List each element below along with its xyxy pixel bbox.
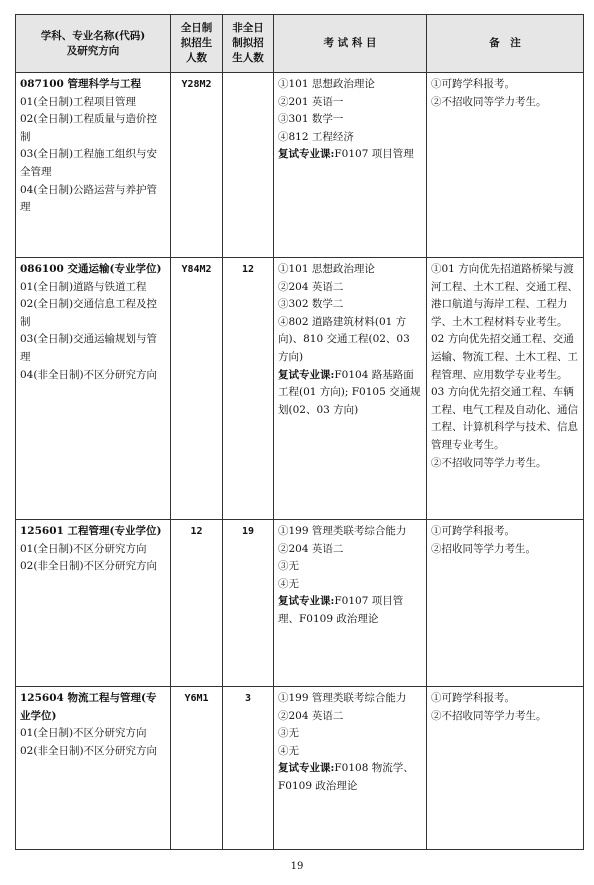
note-item: ②不招收同等学力考生。 [431,95,547,108]
research-direction: 03(全日制)交通运输规划与管理 [20,333,158,363]
retest-label: 复试专业课: [278,595,335,608]
exam-item: ④无 [278,744,299,757]
part-time-quota: 12 [223,258,274,520]
exam-item: ①101 思想政治理论 [278,263,375,275]
full-time-quota: Y28M2 [171,73,223,258]
exam-item: ②204 英语二 [278,280,344,293]
note-item: ①可跨学科报考。 [431,692,515,704]
exam-item: ②204 英语二 [278,542,344,555]
research-direction: 04(全日制)公路运营与养护管理 [20,183,158,214]
major-title: 086100 交通运输(专业学位) [20,263,162,275]
part-time-quota: 19 [223,520,274,687]
exam-item: ③无 [278,727,299,740]
table-row [16,73,584,258]
note-item: ①01 方向优先招道路桥梁与渡河工程、土木工程、交通工程、港口航道与海岸工程、工程力学、土木工程材料专业考生。02 方向优先招交通工程、交通运输、物流工程、土木工程、工程管理、应用数学专业考生。03 方向优先招交通工程、车辆工程、电气工程及自动化、通信工程、计算机科学与技术、信息管理专业考生。 [431,263,578,451]
major-cell [16,258,171,520]
exam-item: ④802 道路建筑材料(01 方向)、810 交通工程(02、03 方向) [278,315,410,363]
exam-item: ③无 [278,560,299,573]
note-item: ②招收同等学力考生。 [431,542,536,555]
retest-line [278,146,422,164]
research-direction: 01(全日制)不区分研究方向 [20,542,147,555]
header-part-time: 非全日 制拟招 生人数 [223,15,274,73]
research-direction: 02(非全日制)不区分研究方向 [20,560,158,573]
major-title: 087100 管理科学与工程 [20,78,141,90]
exam-item: ②201 英语一 [278,95,344,108]
retest-label: 复试专业课: [278,762,335,775]
retest-line [278,593,422,628]
research-direction: 02(非全日制)不区分研究方向 [20,744,158,757]
research-direction: 02(全日制)工程质量与造价控制 [20,113,158,143]
notes-cell [427,73,584,258]
full-time-quota: Y6M1 [171,687,223,850]
major-cell [16,687,171,850]
note-item: ①可跨学科报考。 [431,78,515,90]
exam-item: ①101 思想政治理论 [278,78,375,90]
exam-subjects [274,687,427,850]
research-direction: 03(全日制)工程施工组织与安全管理 [20,148,158,178]
retest-label: 复试专业课: [278,148,335,161]
notes-cell [427,687,584,850]
header-row [16,15,584,73]
retest-course: F0107 项目管理 [334,148,414,161]
header-subject: 学科、专业名称(代码) 及研究方向 [16,15,171,73]
full-time-quota: Y84M2 [171,258,223,520]
admissions-table [15,14,584,850]
notes-cell [427,258,584,520]
header-note: 备 注 [427,15,584,73]
exam-item: ④无 [278,577,299,590]
retest-course: F0108 物流学、F0109 政治理论 [278,762,414,792]
note-item: ①可跨学科报考。 [431,525,515,537]
exam-item: ③301 数学一 [278,113,344,126]
page-number: 19 [290,861,304,872]
notes-cell [427,520,584,687]
major-title: 125601 工程管理(专业学位) [20,525,162,537]
exam-item: ③302 数学二 [278,298,344,311]
exam-subjects [274,520,427,687]
table-row [16,258,584,520]
major-title: 125604 物流工程与管理(专业学位) [20,692,157,722]
retest-course: F0107 项目管理、F0109 政治理论 [278,595,404,625]
header-full-time: 全日制 拟招生 人数 [171,15,223,73]
exam-item: ①199 管理类联考综合能力 [278,692,407,704]
research-direction: 02(全日制)交通信息工程及控制 [20,298,158,328]
research-direction: 01(全日制)工程项目管理 [20,95,137,108]
part-time-quota [223,73,274,258]
part-time-quota: 3 [223,687,274,850]
note-item: ②不招收同等学力考生。 [431,456,547,469]
table-body [16,73,584,850]
retest-line [278,760,422,795]
major-cell [16,520,171,687]
full-time-quota: 12 [171,520,223,687]
exam-item: ②204 英语二 [278,709,344,722]
research-direction: 04(非全日制)不区分研究方向 [20,368,158,381]
research-direction: 01(全日制)不区分研究方向 [20,727,147,740]
research-direction: 01(全日制)道路与铁道工程 [20,280,147,293]
exam-subjects [274,258,427,520]
major-cell [16,73,171,258]
retest-course: F0104 路基路面工程(01 方向); F0105 交通规划(02、03 方向) [278,368,421,416]
note-item: ②不招收同等学力考生。 [431,709,547,722]
table-row [16,687,584,850]
retest-line [278,367,422,420]
exam-item: ④812 工程经济 [278,130,354,143]
exam-subjects [274,73,427,258]
exam-item: ①199 管理类联考综合能力 [278,525,407,537]
header-exam: 考 试 科 目 [274,15,427,73]
table-row [16,520,584,687]
retest-label: 复试专业课: [278,368,335,381]
